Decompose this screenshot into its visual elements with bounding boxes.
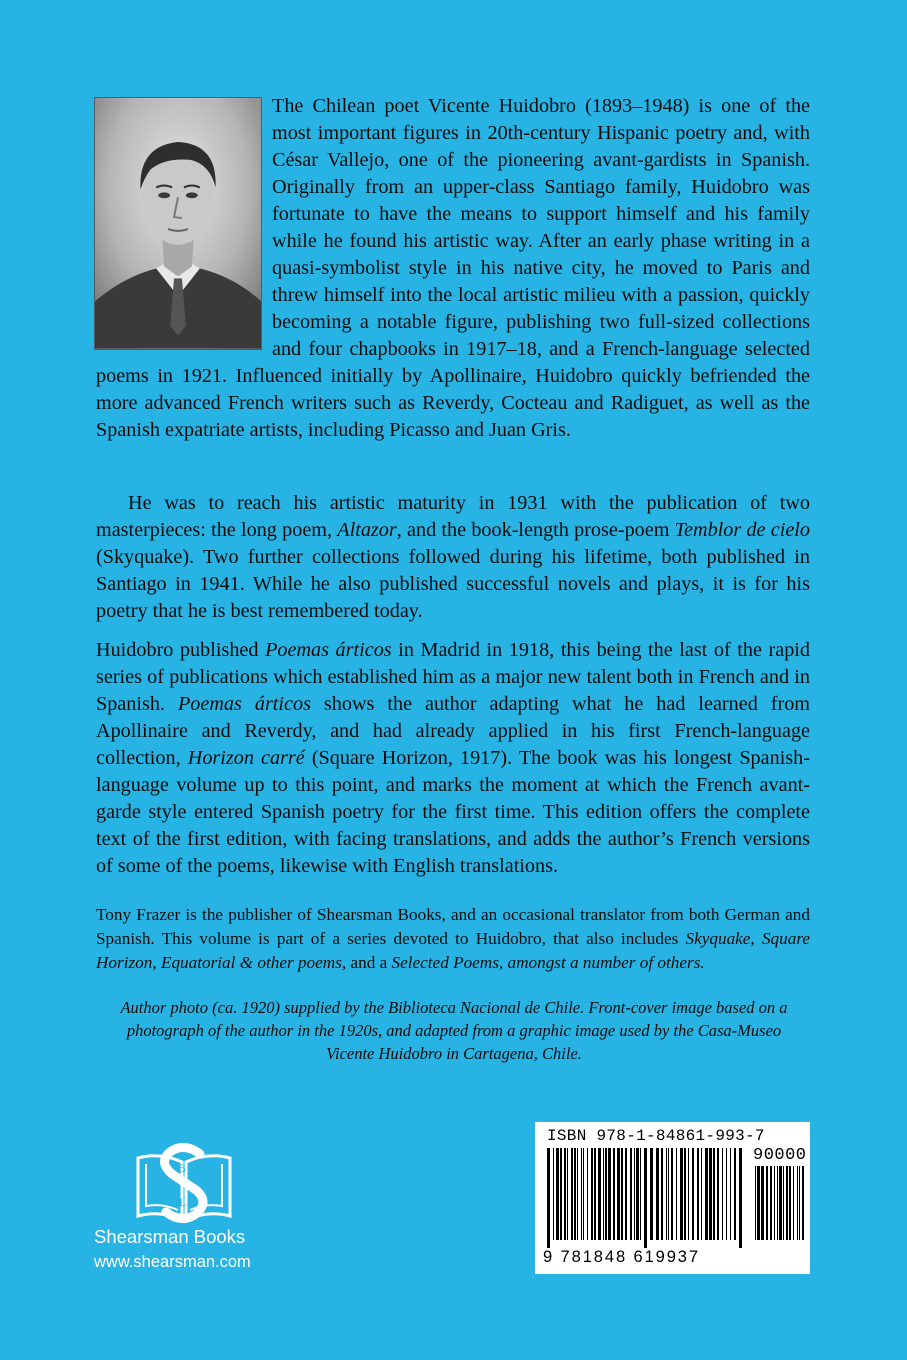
photo-spacer [96, 93, 272, 355]
maturity-part3: (Skyquake). Two further collections followed during his lifetime, both published in Santiago in 1941. While he also published successful novels and plays, it is for his poetry that he is best remembered today. [96, 546, 810, 622]
horizon-title: Horizon carré [187, 747, 305, 769]
barcode-bar [701, 1148, 702, 1240]
barcode-bar [613, 1148, 615, 1240]
barcode-bar [630, 1148, 632, 1240]
barcode-icon [547, 1148, 743, 1248]
barcode-bar [634, 1148, 635, 1240]
maturity-paragraph [96, 490, 810, 625]
barcode-bar [688, 1148, 689, 1240]
poemas-part3: shows the author adapting what he had learned from Apollinaire and Reverdy, and had already applied in his first French-language collection, [96, 693, 811, 769]
barcode-bar [797, 1166, 798, 1240]
barcode-bar [793, 1166, 794, 1240]
barcode-bar [739, 1148, 742, 1248]
bio-selected-title: Selected Poems, amongst a number of others. [391, 953, 705, 972]
barcode-bar [621, 1148, 623, 1240]
barcode-bar [757, 1166, 760, 1240]
barcode-bar [640, 1148, 641, 1240]
poemas-part1: Huidobro published [96, 639, 266, 661]
price-code: 90000 [753, 1146, 807, 1165]
publisher-logo [94, 1140, 284, 1280]
temblor-title: Temblor de cielo [674, 519, 810, 541]
poemas-text [96, 637, 810, 880]
isbn-text: ISBN 978-1-84861-993-7 [547, 1127, 765, 1145]
ean-digits: 9 781848 619937 [543, 1248, 700, 1266]
bio-titles: Skyquake, Square Horizon, Equatorial & other poems [96, 929, 811, 972]
barcode-bar [779, 1166, 782, 1240]
barcode-bar [574, 1148, 576, 1240]
barcode-bar [661, 1148, 663, 1240]
poemas-paragraph [96, 637, 810, 880]
barcode-bar [761, 1166, 764, 1240]
altazor-title: Altazor [337, 519, 397, 541]
barcode-bar [789, 1166, 791, 1240]
translator-bio [96, 903, 810, 975]
barcode-bar [671, 1148, 673, 1240]
barcode-bar [722, 1148, 723, 1240]
barcode-bar [783, 1166, 784, 1240]
image-credits: Author photo (ca. 1920) supplied by the Biblioteca Nacional de Chile. Front-cover image based on a photograph of the author in the 1920s, and adapted from a graphic image used by the Casa-Museo Vicente Huidobro in Cartagena, Chile. [120, 998, 788, 1063]
barcode-bar [766, 1166, 768, 1240]
barcode-bar [547, 1148, 550, 1248]
barcode-bar [553, 1148, 554, 1240]
publisher-url[interactable]: www.shearsman.com [94, 1253, 251, 1271]
barcode-bar [560, 1148, 562, 1240]
barcode-bar [717, 1148, 719, 1240]
poemas-part4: (Square Horizon, 1917). The book was his longest Spanish-language volume up to this point, and marks the moment at which the French avant-garde style entered Spanish poetry for the first time. This edition offers the complete text of the first edition, with facing translations, and adds the author’s French versions of some of the poems, likewise with English translations. [96, 747, 810, 877]
barcode-bar [583, 1148, 584, 1240]
barcode-bar [608, 1148, 611, 1240]
barcode-bar [656, 1148, 659, 1240]
barcode-bar [644, 1148, 647, 1248]
barcode-bar [684, 1148, 686, 1240]
barcode-bar [799, 1166, 800, 1240]
barcode-bar [666, 1148, 667, 1240]
barcode-bar [705, 1148, 708, 1240]
barcode-bar [591, 1148, 593, 1240]
barcode-bar [617, 1148, 620, 1240]
barcode-bar [802, 1166, 804, 1240]
barcode-bar [571, 1148, 573, 1240]
isbn-barcode [535, 1122, 810, 1274]
barcode-bar [726, 1148, 727, 1240]
barcode-bar [587, 1148, 588, 1240]
barcode-bar [676, 1148, 677, 1240]
barcode-bar [755, 1166, 756, 1240]
barcode-bar [556, 1148, 559, 1240]
barcode-bar [777, 1166, 778, 1240]
logo-letter-l: L [179, 1195, 187, 1209]
barcode-bar [594, 1148, 596, 1240]
barcode-bar [567, 1148, 568, 1240]
barcode-bar [770, 1166, 772, 1240]
barcode-bar [603, 1148, 604, 1240]
shearsman-book-logo-icon [134, 1140, 234, 1226]
intro-paragraph [96, 93, 810, 444]
barcode-bar [668, 1148, 669, 1240]
barcode-bar [564, 1148, 566, 1240]
bio-part1: Tony Frazer is the publisher of Shearsman Books, and an occasional translator from both German and Spanish. This volume is part of a series devoted to Huidobro, that also includes [96, 905, 810, 948]
barcode-bar [680, 1148, 683, 1240]
barcode-bar [636, 1148, 639, 1240]
barcode-bar [709, 1148, 712, 1240]
maturity-part1: He was to reach his artistic maturity in 1931 with the publication of two masterpieces: the long poem, [96, 492, 810, 541]
maturity-part2: , and the book-length prose-poem [396, 519, 675, 541]
barcode-bar [577, 1148, 578, 1240]
logo-letter-b: B [178, 1161, 187, 1175]
barcode-bar [692, 1148, 694, 1240]
intro-text: The Chilean poet Vicente Huidobro (1893–1948) is one of the most important figures in 20th-century Hispanic poetry and, with César Vallejo, one of the pioneering avant-gardists in Spanish. Originally from an upper-class Santiago family, Huidobro was fortunate to have the means to support himself and his family while he found his artistic way. After an early phase writing in a quasi-symbolist style in his native city, he moved to Paris and threw himself into the local artistic milieu with a passion, quickly becoming a notable figure, publishing two full-sized collections and four chapbooks in 1917–18, and a French-language selected poems in 1921. Influenced initially by Apollinaire, Huidobro quickly befriended the more advanced French writers such as Reverdy, Cocteau and Radiguet, as well as the Spanish expatriate artists, including Picasso and Juan Gris. [96, 95, 810, 441]
barcode-bar [605, 1148, 607, 1240]
barcode-bar [625, 1148, 627, 1240]
barcode-bar [598, 1148, 601, 1240]
publisher-name: Shearsman Books [94, 1226, 246, 1247]
maturity-text [96, 490, 810, 625]
addon-barcode-icon [755, 1166, 805, 1248]
barcode-bar [581, 1148, 582, 1240]
barcode-bar [734, 1148, 736, 1240]
barcode-bar [697, 1148, 699, 1240]
poemas-part2: in Madrid in 1918, this being the last of the rapid series of publications which established him as a major new talent both in French and in Spanish. [96, 639, 810, 715]
barcode-bar [774, 1166, 775, 1240]
bio-part2: , and a [341, 953, 392, 972]
barcode-bar [786, 1166, 788, 1240]
barcode-bar [713, 1148, 715, 1240]
poemas-title-2: Poemas árticos [177, 693, 311, 715]
barcode-bar [730, 1148, 731, 1240]
poemas-title-1: Poemas árticos [265, 639, 392, 661]
barcode-bar [650, 1148, 653, 1240]
